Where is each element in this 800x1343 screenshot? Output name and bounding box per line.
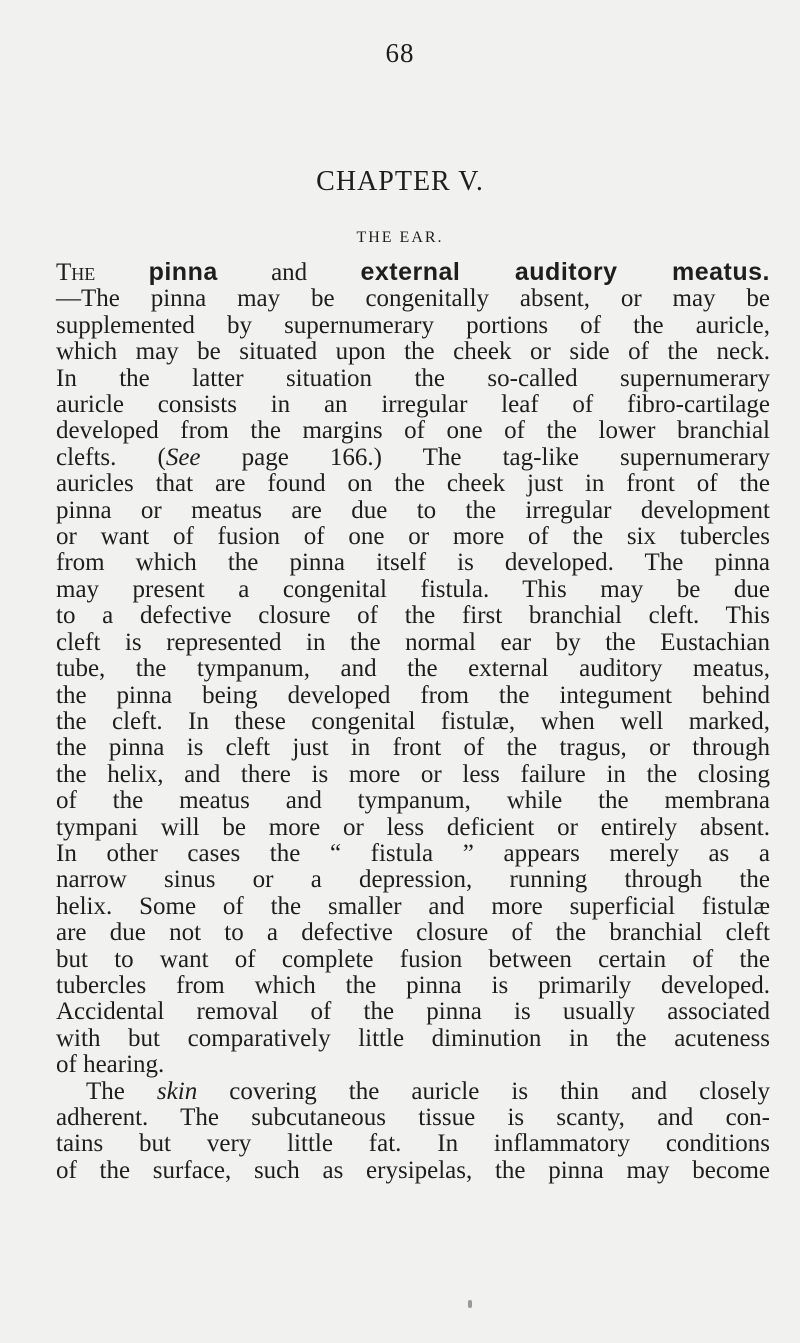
text-line: helix. Some of the smaller and more superficial fistulæ (56, 892, 770, 920)
lead-conjunction: and (271, 259, 308, 286)
lead-word: The (86, 1077, 125, 1105)
text-line: of the surface, such as erysipelas, the pinna may become (56, 1156, 770, 1184)
text-line: from which the pinna itself is developed. The pinna (56, 549, 770, 577)
cross-reference-open: ( (157, 443, 166, 471)
text-line-with-cross-reference (56, 445, 770, 471)
cross-reference (157, 444, 382, 471)
text-line: or want of fusion of one or more of the six tubercles (56, 523, 770, 551)
text-line: supplemented by supernumerary portions of the auricle, (56, 311, 770, 339)
section-title: THE EAR. (356, 229, 444, 246)
text-line: with but comparatively little diminution in the acuteness (56, 1024, 770, 1052)
subject-external-auditory-meatus: external auditory meatus. (360, 258, 770, 286)
print-speck (468, 1300, 472, 1308)
lead-word: The (56, 259, 96, 286)
text-line: pinna or meatus are due to the irregular development (56, 496, 770, 524)
paragraph-lead-line (56, 259, 770, 286)
text-line: of the meatus and tympanum, while the membrana (56, 787, 770, 815)
text-line: the pinna being developed from the integument behind (56, 681, 770, 709)
text-fragment: The tag-like supernumerary (422, 443, 770, 471)
subject-skin: skin (156, 1077, 198, 1105)
text-line: Accidental removal of the pinna is usually associated (56, 998, 770, 1026)
text-line: adherent. The subcutaneous tissue is scanty, and con- (56, 1104, 770, 1131)
text-line: but to want of complete fusion between certain of the (56, 945, 770, 973)
text-line: cleft is represented in the normal ear by the Eustachian (56, 628, 770, 656)
cross-reference-page: page 166.) (200, 443, 382, 471)
text-fragment: covering the auricle is thin and closely (229, 1077, 770, 1105)
text-line: tube, the tympanum, and the external auditory meatus, (56, 655, 770, 683)
text-line: to a defective closure of the first branchial cleft. This (56, 602, 770, 630)
text-line: may present a congenital fistula. This may be due (56, 575, 770, 603)
text-line: the pinna is cleft just in front of the tragus, or through (56, 734, 770, 762)
text-line: auricles that are found on the cheek just in front of the (56, 470, 770, 498)
body-text (56, 259, 770, 1184)
text-line: which may be situated upon the cheek or side of the neck. (56, 338, 770, 366)
text-line: tubercles from which the pinna is primarily developed. (56, 971, 770, 999)
text-line: narrow sinus or a depression, running through the (56, 866, 770, 894)
cross-reference-see: See (165, 443, 201, 471)
text-line: the cleft. In these congenital fistulæ, when well marked, (56, 707, 770, 735)
paragraph-two-lead-line (56, 1079, 770, 1105)
text-fragment: clefts. (56, 443, 117, 471)
text-line: auricle consists in an irregular leaf of fibro-cartilage (56, 391, 770, 419)
text-line: tains but very little fat. In inflammatory conditions (56, 1130, 770, 1158)
text-line: are due not to a defective closure of the branchial cleft (56, 919, 770, 947)
text-line: In other cases the “ fistula ” appears merely as a (56, 839, 770, 867)
text-line: —The pinna may be congenitally absent, or may be (56, 285, 770, 313)
text-line: the helix, and there is more or less failure in the closing (56, 760, 770, 788)
chapter-heading: CHAPTER V. (316, 166, 484, 197)
text-line: In the latter situation the so-called supernumerary (56, 364, 770, 392)
text-line: tympani will be more or less deficient or entirely absent. (56, 813, 770, 841)
subject-pinna: pinna (148, 258, 218, 286)
text-line-paragraph-end: of hearing. (56, 1051, 165, 1079)
page-number: 68 (385, 38, 415, 68)
text-line: developed from the margins of one of the lower branchial (56, 417, 770, 445)
